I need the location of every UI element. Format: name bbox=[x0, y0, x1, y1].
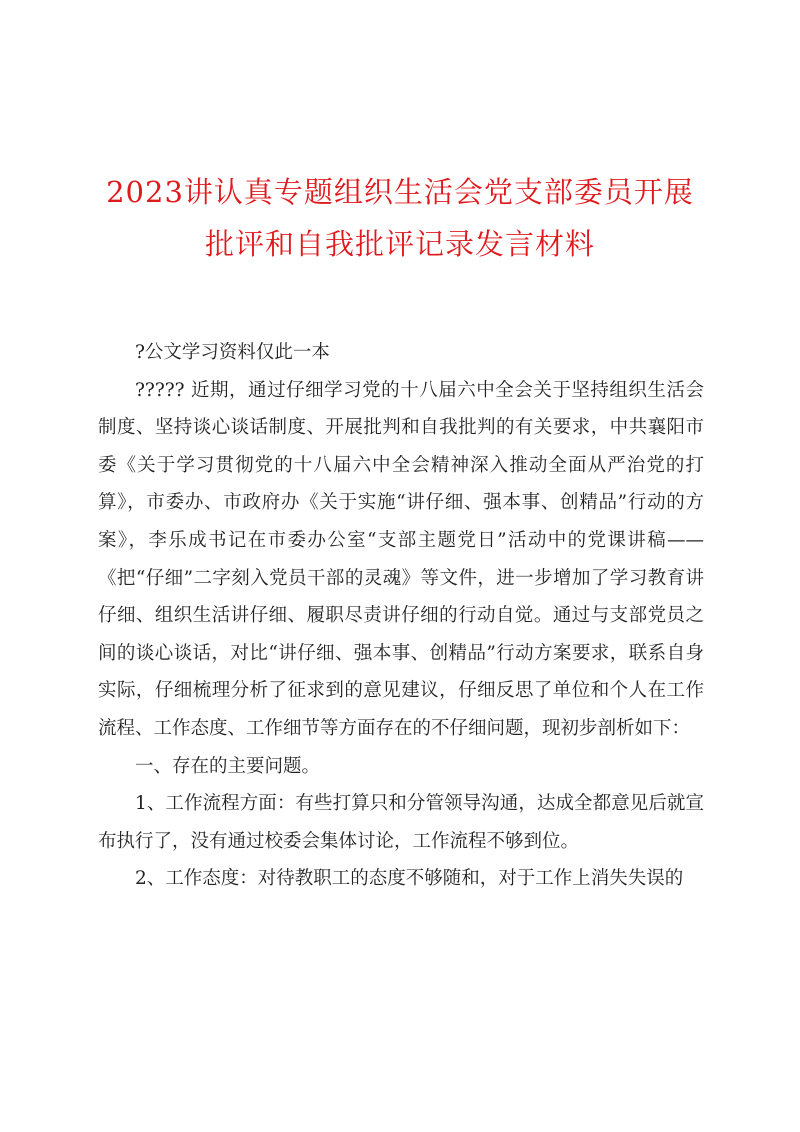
paragraph-item-2: 2、工作态度：对待教职工的态度不够随和，对于工作上消失失误的 bbox=[135, 868, 684, 890]
paragraph-note: ?公文学习资料仅此一本 bbox=[135, 342, 330, 363]
paragraph-item-1: 1、工作流程方面：有些打算只和分管领导沟通，达成全都意见后就宣布执行了，没有通过校委会集体讨论，工作流程不够到位。 bbox=[98, 793, 704, 852]
document-title-line-2: 批评和自我批评记录发言材料 bbox=[204, 227, 595, 261]
paragraph-intro: ????? 近期，通过仔细学习党的十八届六中全会关于坚持组织生活会制度、坚持谈心谈话制度、开展批判和自我批判的有关要求，中共襄阳市委《关于学习贯彻党的十八届六中全会精神深入推动全面从严治党的打算》，市委办、市政府办《关于实施“讲仔细、强本事、创精品”行动的方案》，李乐成书记在市委办公室“支部主题党日”活动中的党课讲稿——《把“仔细”二字刻入党员干部的灵魂》等文件，进一步增加了学习教育讲仔细、组织生活讲仔细、履职尽责讲仔细的行动自觉。通过与支部党员之间的谈心谈话，对比“讲仔细、强本事、创精品”行动方案要求，联系自身实际，仔细梳理分析了征求到的意见建议，仔细反思了单位和个人在工作流程、工作态度、工作细节等方面存在的不仔细问题，现初步剖析如下： bbox=[98, 379, 704, 739]
document-body bbox=[98, 334, 704, 898]
paragraph-heading-problems: 一、存在的主要问题。 bbox=[135, 755, 321, 777]
document-title-line-1: 2023讲认真专题组织生活会党支部委员开展 bbox=[106, 175, 694, 209]
